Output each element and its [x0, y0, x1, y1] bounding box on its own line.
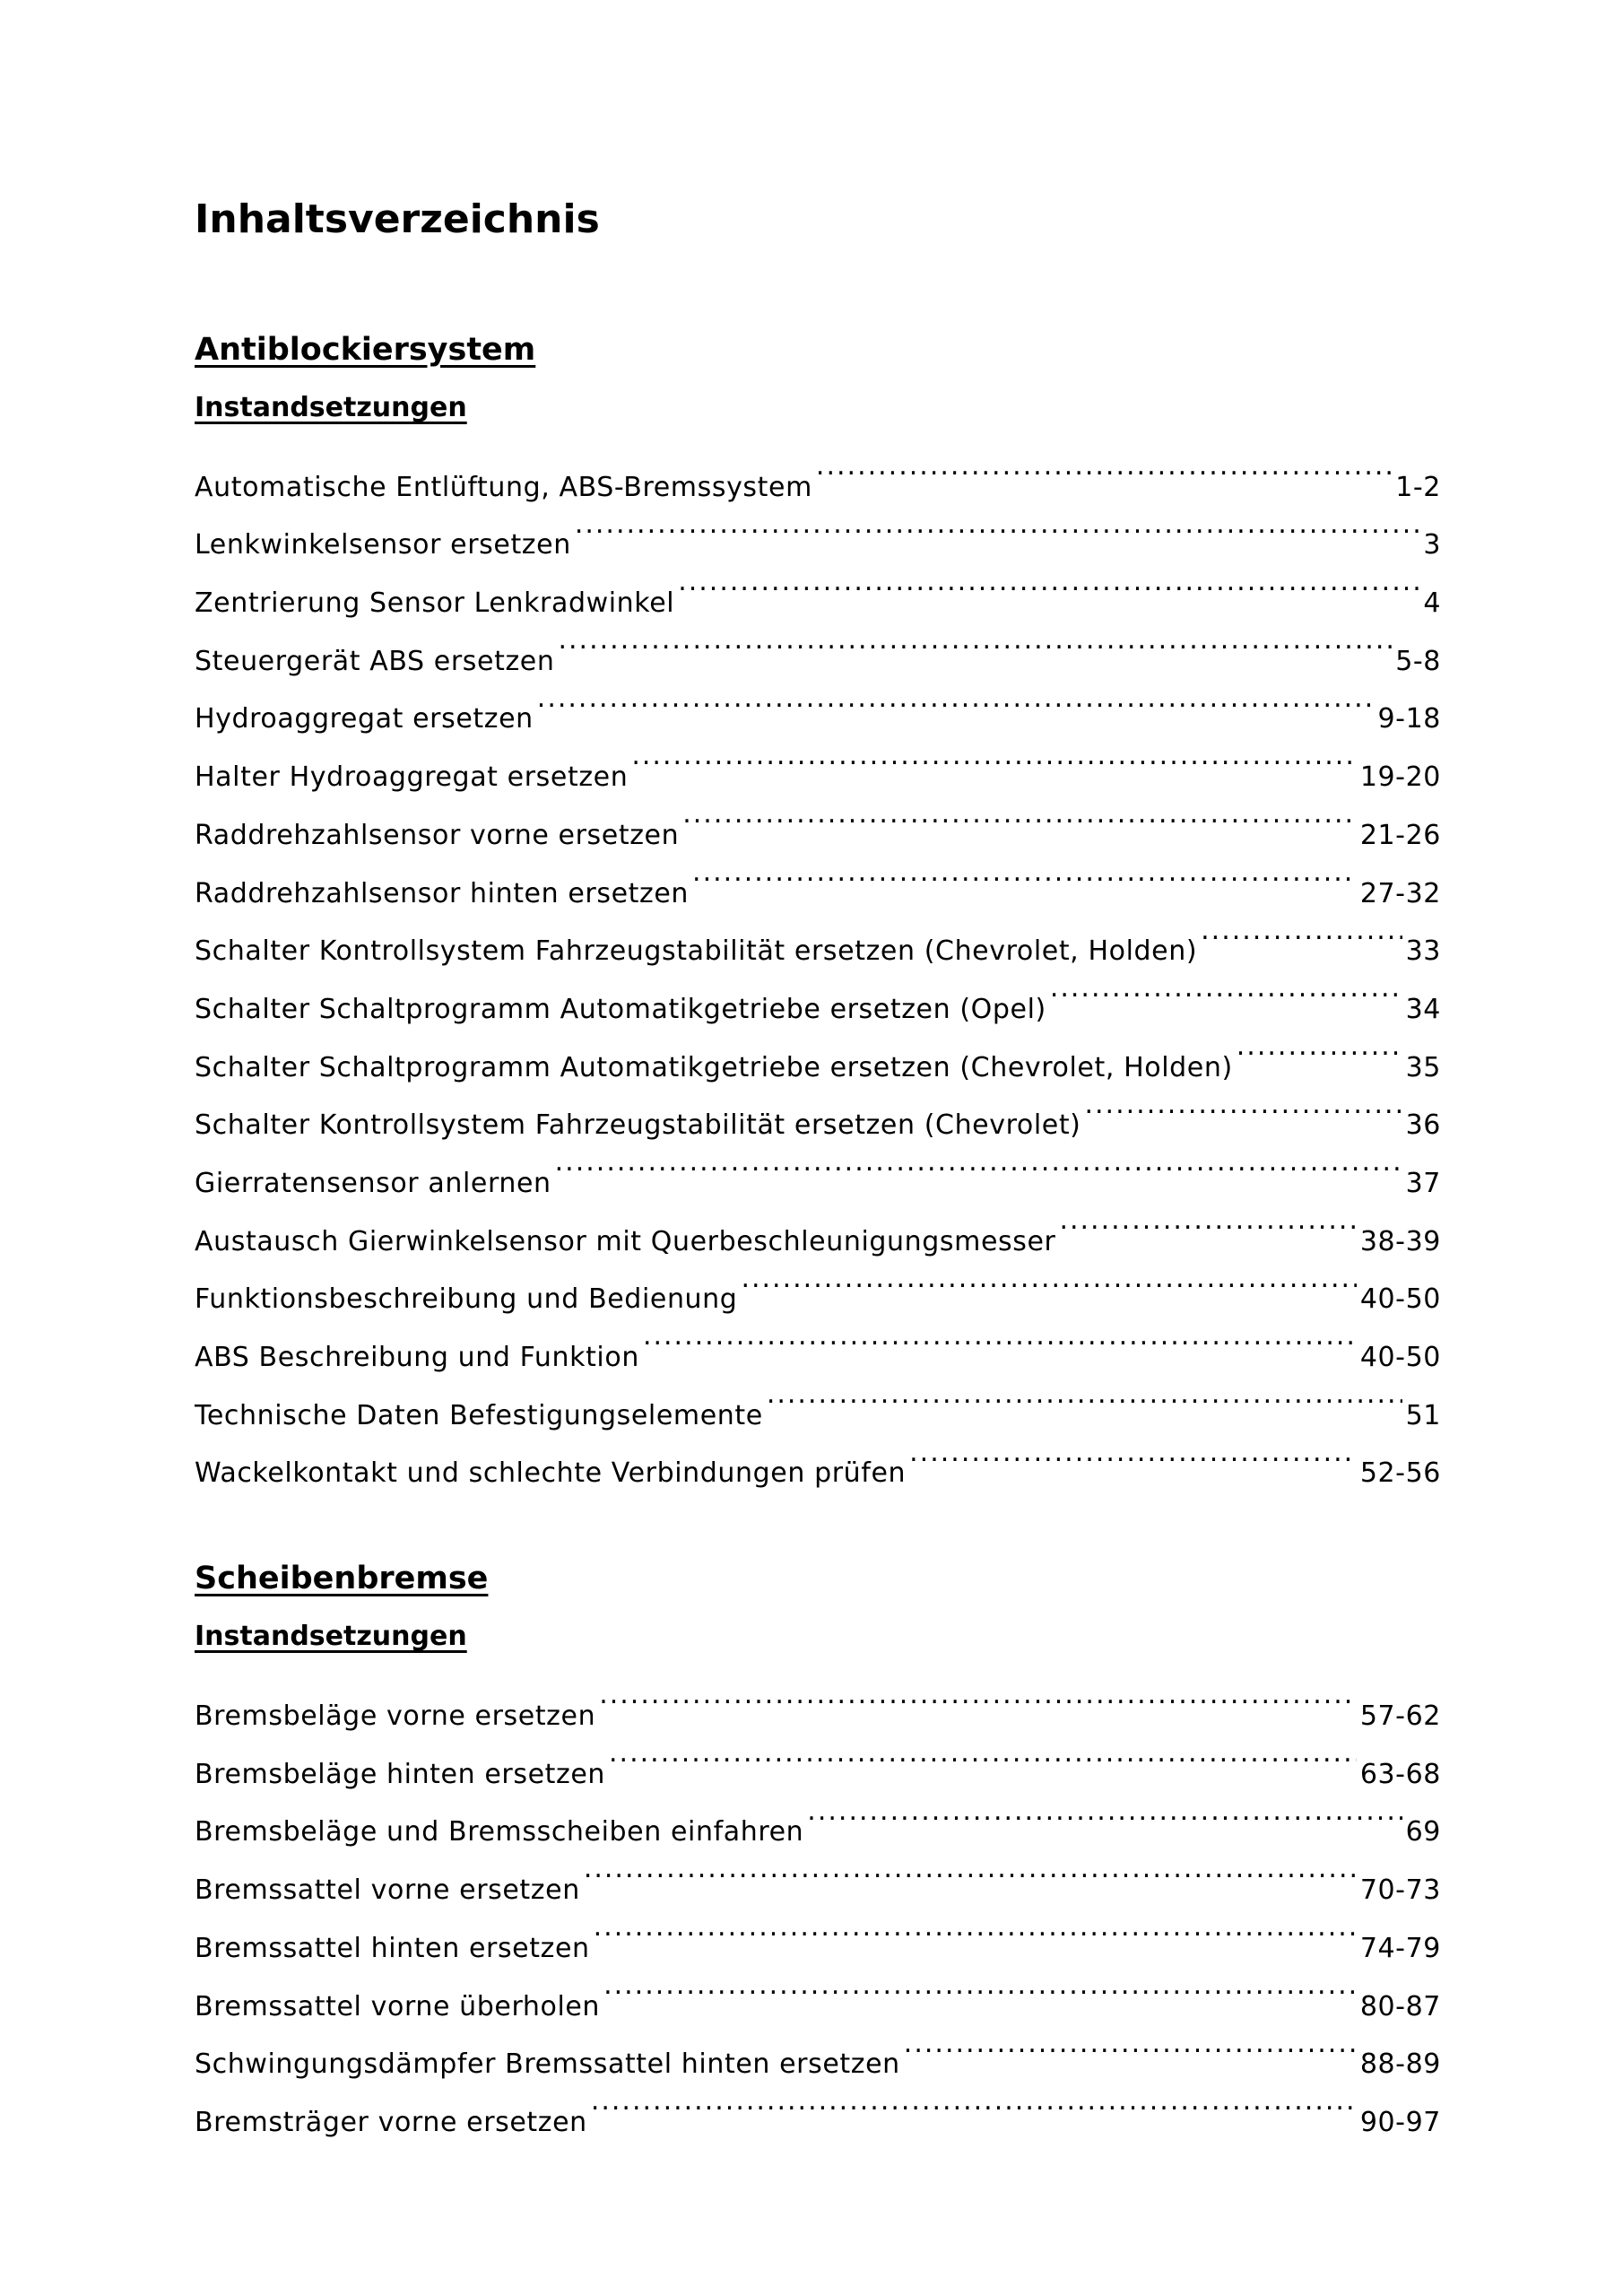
toc-entry-label: Bremsbeläge und Bremsscheiben einfahren [195, 1816, 804, 1848]
toc-entry-label: Bremssattel hinten ersetzen [195, 1932, 590, 1964]
toc-entry-page: 69 [1405, 1816, 1441, 1848]
toc-entry-label: Austausch Gierwinkelsensor mit Querbeschleunigungsmesser [195, 1225, 1056, 1257]
toc-entry-page: 38-39 [1359, 1225, 1441, 1257]
toc-entry-page: 52-56 [1359, 1457, 1441, 1490]
sub-heading: Instandsetzungen [195, 1621, 467, 1653]
toc-entry-page: 90-97 [1359, 2106, 1441, 2138]
toc-entry-page: 80-87 [1359, 1990, 1441, 2022]
toc-dot-leader [682, 786, 1357, 844]
toc-entry-label: Bremsbeläge vorne ersetzen [195, 1700, 596, 1733]
toc-dot-leader [591, 2073, 1357, 2131]
toc-entry-page: 33 [1405, 935, 1441, 968]
toc-entry-label: Wackelkontakt und schlechte Verbindungen prüfen [195, 1457, 907, 1490]
toc-dot-leader [594, 1899, 1357, 1957]
toc-entry-page: 88-89 [1359, 2048, 1441, 2081]
toc-dot-leader [1201, 902, 1402, 961]
toc-entry-page: 36 [1405, 1109, 1441, 1142]
toc-entry-label: ABS Beschreibung und Funktion [195, 1342, 639, 1373]
toc-entry-page: 63-68 [1359, 1758, 1441, 1790]
page-title: Inhaltsverzeichnis [195, 196, 600, 242]
toc-dot-leader [904, 2015, 1357, 2074]
toc-list [195, 1666, 1441, 2138]
toc-entry-label: Schwingungsdämpfer Bremssattel hinten ersetzen [195, 2048, 900, 2081]
toc-entry-label: Gierratensensor anlernen [195, 1167, 551, 1199]
toc-entry-label: Zentrierung Sensor Lenkradwinkel [195, 587, 675, 620]
toc-entry-label: Hydroaggregat ersetzen [195, 703, 534, 735]
toc-list [195, 438, 1441, 1490]
toc-dot-leader [692, 844, 1357, 902]
toc-entry-page: 37 [1405, 1167, 1441, 1199]
toc-dot-leader [816, 438, 1392, 496]
toc-dot-leader [558, 612, 1392, 670]
toc-entry-page: 70-73 [1359, 1874, 1441, 1907]
toc-dot-leader [609, 1725, 1357, 1783]
toc-entry-page: 27-32 [1359, 877, 1441, 909]
toc-dot-leader [807, 1783, 1402, 1841]
toc-entry-page: 51 [1405, 1399, 1441, 1431]
toc-entry-page: 74-79 [1359, 1932, 1441, 1964]
toc-dot-leader [741, 1250, 1356, 1309]
toc-entry [195, 438, 1441, 503]
toc-entry-label: Raddrehzahlsensor vorne ersetzen [195, 819, 680, 851]
document-page [195, 188, 1441, 2138]
toc-entry-label: Schalter Schaltprogramm Automatikgetriebe ersetzen (Chevrolet, Holden) [195, 1051, 1233, 1083]
toc-dot-leader [603, 1957, 1357, 2015]
section-heading: Scheibenbremse [195, 1561, 489, 1597]
toc-dot-leader [643, 1308, 1357, 1366]
toc-entry-page: 3 [1423, 529, 1441, 561]
sub-heading: Instandsetzungen [195, 392, 467, 423]
toc-dot-leader [537, 670, 1375, 728]
toc-entry-page: 35 [1405, 1051, 1441, 1083]
toc-dot-leader [555, 1134, 1402, 1192]
toc-entry-label: Lenkwinkelsensor ersetzen [195, 529, 571, 561]
toc-entry-page: 40-50 [1359, 1342, 1441, 1373]
toc-section-antiblockiersystem [195, 321, 1441, 1490]
toc-entry-page: 19-20 [1359, 761, 1441, 794]
toc-entry-label: Bremssattel vorne überholen [195, 1990, 601, 2022]
toc-dot-leader [584, 1840, 1357, 1899]
toc-entry-label: Steuergerät ABS ersetzen [195, 645, 555, 677]
toc-entry-page: 21-26 [1359, 819, 1441, 851]
toc-entry-label: Bremsträger vorne ersetzen [195, 2106, 587, 2138]
toc-dot-leader [1050, 960, 1402, 1018]
toc-dot-leader [1059, 1192, 1356, 1250]
toc-entry-label: Raddrehzahlsensor hinten ersetzen [195, 877, 690, 909]
toc-section-scheibenbremse [195, 1550, 1441, 2138]
toc-dot-leader [678, 553, 1419, 612]
toc-dot-leader [631, 727, 1356, 786]
toc-dot-leader [1237, 1018, 1402, 1076]
toc-entry-label: Automatische Entlüftung, ABS-Bremssystem [195, 471, 812, 503]
section-heading: Antiblockiersystem [195, 332, 536, 368]
toc-dot-leader [599, 1666, 1357, 1725]
toc-entry-label: Bremsbeläge hinten ersetzen [195, 1758, 606, 1790]
toc-entry [195, 1666, 1441, 1733]
toc-dot-leader [909, 1424, 1357, 1483]
toc-entry-label: Schalter Kontrollsystem Fahrzeugstabilität ersetzen (Chevrolet) [195, 1109, 1081, 1142]
toc-entry-page: 57-62 [1359, 1700, 1441, 1733]
toc-entry-label: Halter Hydroaggregat ersetzen [195, 761, 629, 794]
toc-entry-page: 40-50 [1359, 1283, 1441, 1316]
toc-entry-label: Funktionsbeschreibung und Bedienung [195, 1283, 738, 1316]
toc-entry-page: 1-2 [1395, 471, 1441, 503]
toc-entry-label: Schalter Schaltprogramm Automatikgetriebe ersetzen (Opel) [195, 993, 1046, 1025]
toc-entry-label: Bremssattel vorne ersetzen [195, 1874, 580, 1907]
toc-entry-page: 4 [1423, 587, 1441, 620]
toc-dot-leader [1084, 1076, 1402, 1135]
toc-dot-leader [767, 1366, 1402, 1424]
toc-entry-label: Schalter Kontrollsystem Fahrzeugstabilität ersetzen (Chevrolet, Holden) [195, 935, 1198, 968]
toc-entry-page: 9-18 [1377, 703, 1441, 735]
toc-entry-page: 34 [1405, 993, 1441, 1025]
toc-entry-page: 5-8 [1395, 645, 1441, 677]
toc-entry-label: Technische Daten Befestigungselemente [195, 1399, 763, 1431]
toc-dot-leader [575, 496, 1419, 554]
